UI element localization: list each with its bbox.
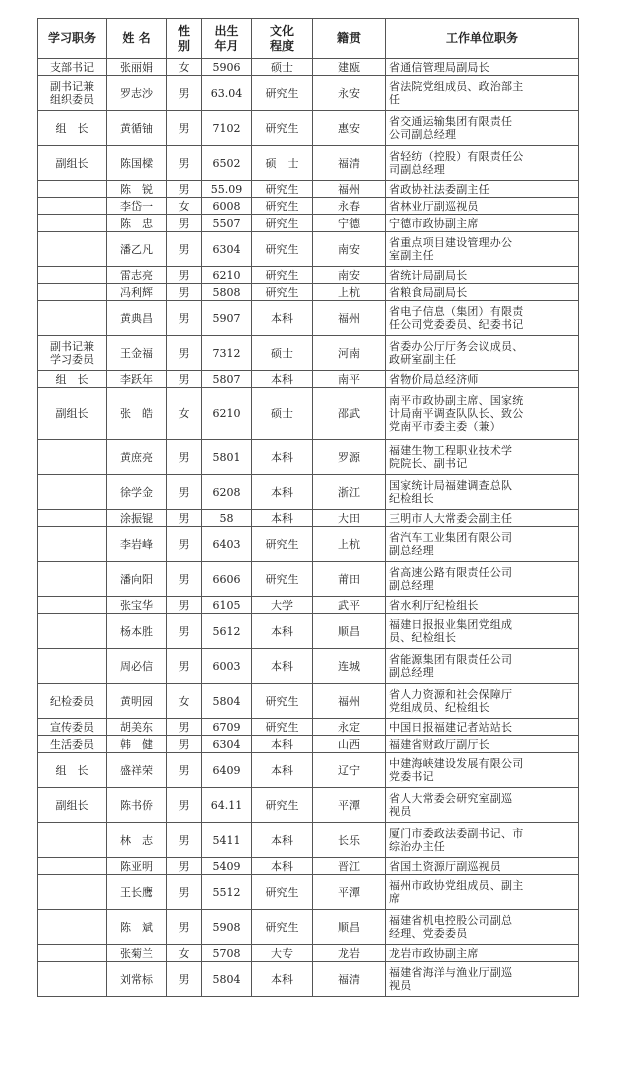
- gender-cell: 男: [167, 146, 202, 181]
- gender-cell: 女: [167, 945, 202, 962]
- gender-cell: 男: [167, 527, 202, 562]
- table-row: [38, 910, 579, 945]
- role-cell: [38, 597, 107, 614]
- origin-cell: 福清: [313, 962, 386, 997]
- table-row: [38, 753, 579, 788]
- origin-cell: 建瓯: [313, 59, 386, 76]
- origin-cell: 龙岩: [313, 945, 386, 962]
- header-birth: 出生 年月: [202, 19, 252, 59]
- unit-cell: 省人大常委会研究室副巡 视员: [386, 788, 579, 823]
- birth-cell: 5808: [202, 284, 252, 301]
- education-cell: 研究生: [252, 181, 313, 198]
- birth-cell: 6105: [202, 597, 252, 614]
- name-cell: 涂振锟: [107, 510, 167, 527]
- origin-cell: 平潭: [313, 788, 386, 823]
- education-cell: 大专: [252, 945, 313, 962]
- table-row: [38, 614, 579, 649]
- name-cell: 杨本胜: [107, 614, 167, 649]
- gender-cell: 男: [167, 562, 202, 597]
- origin-cell: 永春: [313, 198, 386, 215]
- role-cell: [38, 267, 107, 284]
- table-row: [38, 736, 579, 753]
- name-cell: 徐学金: [107, 475, 167, 510]
- gender-cell: 男: [167, 875, 202, 910]
- birth-cell: 6210: [202, 388, 252, 440]
- header-unit: 工作单位职务: [386, 19, 579, 59]
- table-row: [38, 945, 579, 962]
- unit-cell: 省物价局总经济师: [386, 371, 579, 388]
- gender-cell: 男: [167, 475, 202, 510]
- name-cell: 林 志: [107, 823, 167, 858]
- gender-cell: 男: [167, 858, 202, 875]
- unit-cell: 中建海峡建设发展有限公司 党委书记: [386, 753, 579, 788]
- role-cell: [38, 962, 107, 997]
- name-cell: 潘向阳: [107, 562, 167, 597]
- name-cell: 陈国樑: [107, 146, 167, 181]
- education-cell: 本科: [252, 371, 313, 388]
- role-cell: [38, 823, 107, 858]
- header-origin: 籍贯: [313, 19, 386, 59]
- table-row: [38, 527, 579, 562]
- unit-cell: 福建日报报业集团党组成 员、纪检组长: [386, 614, 579, 649]
- education-cell: 本科: [252, 440, 313, 475]
- gender-cell: 男: [167, 910, 202, 945]
- education-cell: 硕 士: [252, 146, 313, 181]
- name-cell: 盛祥荣: [107, 753, 167, 788]
- header-education: 文化 程度: [252, 19, 313, 59]
- table-row: [38, 371, 579, 388]
- table-row: [38, 649, 579, 684]
- unit-cell: 省法院党组成员、政治部主 任: [386, 76, 579, 111]
- role-cell: 副书记兼 学习委员: [38, 336, 107, 371]
- origin-cell: 南安: [313, 267, 386, 284]
- birth-cell: 6502: [202, 146, 252, 181]
- birth-cell: 5908: [202, 910, 252, 945]
- education-cell: 研究生: [252, 684, 313, 719]
- role-cell: [38, 945, 107, 962]
- origin-cell: 长乐: [313, 823, 386, 858]
- unit-cell: 南平市政协副主席、国家统 计局南平调查队队长、致公 党南平市委主委（兼）: [386, 388, 579, 440]
- role-cell: [38, 284, 107, 301]
- gender-cell: 女: [167, 684, 202, 719]
- role-cell: 副组长: [38, 788, 107, 823]
- education-cell: 本科: [252, 823, 313, 858]
- birth-cell: 6208: [202, 475, 252, 510]
- role-cell: 纪检委员: [38, 684, 107, 719]
- gender-cell: 男: [167, 232, 202, 267]
- table-row: [38, 388, 579, 440]
- name-cell: 李岩峰: [107, 527, 167, 562]
- origin-cell: 武平: [313, 597, 386, 614]
- birth-cell: 5906: [202, 59, 252, 76]
- table-row: [38, 181, 579, 198]
- unit-cell: 省委办公厅厅务会议成员、 政研室副主任: [386, 336, 579, 371]
- name-cell: 刘常标: [107, 962, 167, 997]
- birth-cell: 5801: [202, 440, 252, 475]
- unit-cell: 福建省财政厅副厅长: [386, 736, 579, 753]
- unit-cell: 省统计局副局长: [386, 267, 579, 284]
- education-cell: 本科: [252, 475, 313, 510]
- education-cell: 研究生: [252, 111, 313, 146]
- unit-cell: 省电子信息（集团）有限责 任公司党委委员、纪委书记: [386, 301, 579, 336]
- name-cell: 张丽娟: [107, 59, 167, 76]
- education-cell: 本科: [252, 736, 313, 753]
- origin-cell: 南安: [313, 232, 386, 267]
- role-cell: [38, 510, 107, 527]
- name-cell: 张 皓: [107, 388, 167, 440]
- role-cell: 宣传委员: [38, 719, 107, 736]
- name-cell: 罗志沙: [107, 76, 167, 111]
- unit-cell: 省能源集团有限责任公司 副总经理: [386, 649, 579, 684]
- origin-cell: 山西: [313, 736, 386, 753]
- name-cell: 周必信: [107, 649, 167, 684]
- education-cell: 研究生: [252, 719, 313, 736]
- table-row: [38, 597, 579, 614]
- role-cell: 副书记兼 组织委员: [38, 76, 107, 111]
- unit-cell: 福州市政协党组成员、副主 席: [386, 875, 579, 910]
- education-cell: 硕士: [252, 388, 313, 440]
- birth-cell: 6304: [202, 736, 252, 753]
- unit-cell: 宁德市政协副主席: [386, 215, 579, 232]
- unit-cell: 福建生物工程职业技术学 院院长、副书记: [386, 440, 579, 475]
- origin-cell: 平潭: [313, 875, 386, 910]
- unit-cell: 省汽车工业集团有限公司 副总经理: [386, 527, 579, 562]
- name-cell: 黄循铀: [107, 111, 167, 146]
- header-role: 学习职务: [38, 19, 107, 59]
- birth-cell: 7312: [202, 336, 252, 371]
- member-table: [37, 18, 579, 997]
- birth-cell: 58: [202, 510, 252, 527]
- gender-cell: 男: [167, 76, 202, 111]
- table-row: [38, 336, 579, 371]
- gender-cell: 女: [167, 59, 202, 76]
- birth-cell: 5708: [202, 945, 252, 962]
- unit-cell: 省通信管理局副局长: [386, 59, 579, 76]
- name-cell: 王长鹰: [107, 875, 167, 910]
- education-cell: 研究生: [252, 910, 313, 945]
- education-cell: 研究生: [252, 76, 313, 111]
- gender-cell: 男: [167, 823, 202, 858]
- name-cell: 陈亚明: [107, 858, 167, 875]
- education-cell: 研究生: [252, 198, 313, 215]
- origin-cell: 顺昌: [313, 910, 386, 945]
- name-cell: 潘乙凡: [107, 232, 167, 267]
- table-row: [38, 76, 579, 111]
- origin-cell: 晋江: [313, 858, 386, 875]
- name-cell: 黄庶亮: [107, 440, 167, 475]
- name-cell: 李跃年: [107, 371, 167, 388]
- table-row: [38, 858, 579, 875]
- table-row: [38, 59, 579, 76]
- role-cell: [38, 198, 107, 215]
- name-cell: 黄明园: [107, 684, 167, 719]
- unit-cell: 省国土资源厅副巡视员: [386, 858, 579, 875]
- gender-cell: 男: [167, 597, 202, 614]
- table-row: [38, 215, 579, 232]
- table-row: [38, 301, 579, 336]
- unit-cell: 中国日报福建记者站站长: [386, 719, 579, 736]
- role-cell: [38, 232, 107, 267]
- role-cell: 组 长: [38, 371, 107, 388]
- name-cell: 陈 忠: [107, 215, 167, 232]
- gender-cell: 男: [167, 336, 202, 371]
- gender-cell: 男: [167, 111, 202, 146]
- unit-cell: 国家统计局福建调查总队 纪检组长: [386, 475, 579, 510]
- table-row: [38, 562, 579, 597]
- gender-cell: 男: [167, 736, 202, 753]
- origin-cell: 莆田: [313, 562, 386, 597]
- birth-cell: 63.04: [202, 76, 252, 111]
- table-body: [38, 59, 579, 997]
- role-cell: [38, 301, 107, 336]
- origin-cell: 上杭: [313, 527, 386, 562]
- role-cell: [38, 858, 107, 875]
- role-cell: [38, 475, 107, 510]
- role-cell: [38, 614, 107, 649]
- origin-cell: 大田: [313, 510, 386, 527]
- birth-cell: 6606: [202, 562, 252, 597]
- birth-cell: 6403: [202, 527, 252, 562]
- gender-cell: 男: [167, 962, 202, 997]
- origin-cell: 上杭: [313, 284, 386, 301]
- gender-cell: 男: [167, 510, 202, 527]
- education-cell: 本科: [252, 962, 313, 997]
- unit-cell: 省交通运输集团有限责任 公司副总经理: [386, 111, 579, 146]
- role-cell: [38, 649, 107, 684]
- origin-cell: 惠安: [313, 111, 386, 146]
- birth-cell: 7102: [202, 111, 252, 146]
- gender-cell: 女: [167, 388, 202, 440]
- gender-cell: 男: [167, 788, 202, 823]
- gender-cell: 男: [167, 181, 202, 198]
- table-row: [38, 267, 579, 284]
- unit-cell: 省粮食局副局长: [386, 284, 579, 301]
- unit-cell: 三明市人大常委会副主任: [386, 510, 579, 527]
- education-cell: 研究生: [252, 788, 313, 823]
- unit-cell: 省重点项目建设管理办公 室副主任: [386, 232, 579, 267]
- origin-cell: 福州: [313, 301, 386, 336]
- education-cell: 研究生: [252, 562, 313, 597]
- table-row: [38, 684, 579, 719]
- table-row: [38, 875, 579, 910]
- name-cell: 冯利辉: [107, 284, 167, 301]
- education-cell: 硕士: [252, 336, 313, 371]
- birth-cell: 5409: [202, 858, 252, 875]
- role-cell: [38, 181, 107, 198]
- table-row: [38, 719, 579, 736]
- name-cell: 张菊兰: [107, 945, 167, 962]
- name-cell: 陈书侨: [107, 788, 167, 823]
- header-name: 姓 名: [107, 19, 167, 59]
- role-cell: [38, 215, 107, 232]
- education-cell: 研究生: [252, 527, 313, 562]
- education-cell: 大学: [252, 597, 313, 614]
- unit-cell: 省轻纺（控股）有限责任公 司副总经理: [386, 146, 579, 181]
- table-row: [38, 475, 579, 510]
- unit-cell: 福建省机电控股公司副总 经理、党委委员: [386, 910, 579, 945]
- table-row: [38, 146, 579, 181]
- gender-cell: 男: [167, 719, 202, 736]
- name-cell: 陈 锐: [107, 181, 167, 198]
- unit-cell: 厦门市委政法委副书记、市 综治办主任: [386, 823, 579, 858]
- table-row: [38, 823, 579, 858]
- origin-cell: 福州: [313, 684, 386, 719]
- name-cell: 李岱一: [107, 198, 167, 215]
- birth-cell: 6003: [202, 649, 252, 684]
- education-cell: 硕士: [252, 59, 313, 76]
- origin-cell: 宁德: [313, 215, 386, 232]
- gender-cell: 男: [167, 284, 202, 301]
- origin-cell: 邵武: [313, 388, 386, 440]
- role-cell: [38, 562, 107, 597]
- birth-cell: 5807: [202, 371, 252, 388]
- role-cell: 生活委员: [38, 736, 107, 753]
- name-cell: 王金福: [107, 336, 167, 371]
- name-cell: 张宝华: [107, 597, 167, 614]
- education-cell: 本科: [252, 649, 313, 684]
- birth-cell: 5612: [202, 614, 252, 649]
- education-cell: 研究生: [252, 215, 313, 232]
- birth-cell: 55.09: [202, 181, 252, 198]
- gender-cell: 男: [167, 301, 202, 336]
- unit-cell: 省林业厅副巡视员: [386, 198, 579, 215]
- origin-cell: 永定: [313, 719, 386, 736]
- birth-cell: 6304: [202, 232, 252, 267]
- origin-cell: 河南: [313, 336, 386, 371]
- role-cell: 副组长: [38, 388, 107, 440]
- education-cell: 研究生: [252, 267, 313, 284]
- unit-cell: 省政协社法委副主任: [386, 181, 579, 198]
- education-cell: 本科: [252, 614, 313, 649]
- birth-cell: 5507: [202, 215, 252, 232]
- unit-cell: 省高速公路有限责任公司 副总经理: [386, 562, 579, 597]
- education-cell: 本科: [252, 510, 313, 527]
- table-row: [38, 440, 579, 475]
- gender-cell: 男: [167, 267, 202, 284]
- origin-cell: 顺昌: [313, 614, 386, 649]
- role-cell: 副组长: [38, 146, 107, 181]
- education-cell: 研究生: [252, 284, 313, 301]
- table-row: [38, 232, 579, 267]
- unit-cell: 福建省海洋与渔业厅副巡 视员: [386, 962, 579, 997]
- birth-cell: 6210: [202, 267, 252, 284]
- origin-cell: 连城: [313, 649, 386, 684]
- header-row: [38, 19, 579, 59]
- role-cell: 支部书记: [38, 59, 107, 76]
- name-cell: 韩 健: [107, 736, 167, 753]
- origin-cell: 罗源: [313, 440, 386, 475]
- gender-cell: 男: [167, 753, 202, 788]
- origin-cell: 福州: [313, 181, 386, 198]
- origin-cell: 永安: [313, 76, 386, 111]
- role-cell: 组 长: [38, 753, 107, 788]
- table-row: [38, 962, 579, 997]
- table-row: [38, 284, 579, 301]
- gender-cell: 男: [167, 215, 202, 232]
- birth-cell: 5804: [202, 962, 252, 997]
- birth-cell: 5512: [202, 875, 252, 910]
- birth-cell: 6008: [202, 198, 252, 215]
- education-cell: 研究生: [252, 875, 313, 910]
- table-row: [38, 788, 579, 823]
- table-row: [38, 510, 579, 527]
- name-cell: 胡美东: [107, 719, 167, 736]
- origin-cell: 南平: [313, 371, 386, 388]
- birth-cell: 6409: [202, 753, 252, 788]
- birth-cell: 5411: [202, 823, 252, 858]
- table-row: [38, 198, 579, 215]
- name-cell: 雷志亮: [107, 267, 167, 284]
- birth-cell: 64.11: [202, 788, 252, 823]
- gender-cell: 男: [167, 614, 202, 649]
- origin-cell: 辽宁: [313, 753, 386, 788]
- origin-cell: 福清: [313, 146, 386, 181]
- unit-cell: 龙岩市政协副主席: [386, 945, 579, 962]
- origin-cell: 浙江: [313, 475, 386, 510]
- table-row: [38, 111, 579, 146]
- role-cell: [38, 910, 107, 945]
- role-cell: 组 长: [38, 111, 107, 146]
- gender-cell: 男: [167, 649, 202, 684]
- gender-cell: 男: [167, 371, 202, 388]
- gender-cell: 女: [167, 198, 202, 215]
- name-cell: 黄典昌: [107, 301, 167, 336]
- birth-cell: 6709: [202, 719, 252, 736]
- name-cell: 陈 斌: [107, 910, 167, 945]
- education-cell: 本科: [252, 858, 313, 875]
- birth-cell: 5907: [202, 301, 252, 336]
- unit-cell: 省水利厅纪检组长: [386, 597, 579, 614]
- role-cell: [38, 875, 107, 910]
- education-cell: 本科: [252, 301, 313, 336]
- education-cell: 本科: [252, 753, 313, 788]
- birth-cell: 5804: [202, 684, 252, 719]
- role-cell: [38, 440, 107, 475]
- education-cell: 研究生: [252, 232, 313, 267]
- unit-cell: 省人力资源和社会保障厅 党组成员、纪检组长: [386, 684, 579, 719]
- header-gender: 性 别: [167, 19, 202, 59]
- gender-cell: 男: [167, 440, 202, 475]
- role-cell: [38, 527, 107, 562]
